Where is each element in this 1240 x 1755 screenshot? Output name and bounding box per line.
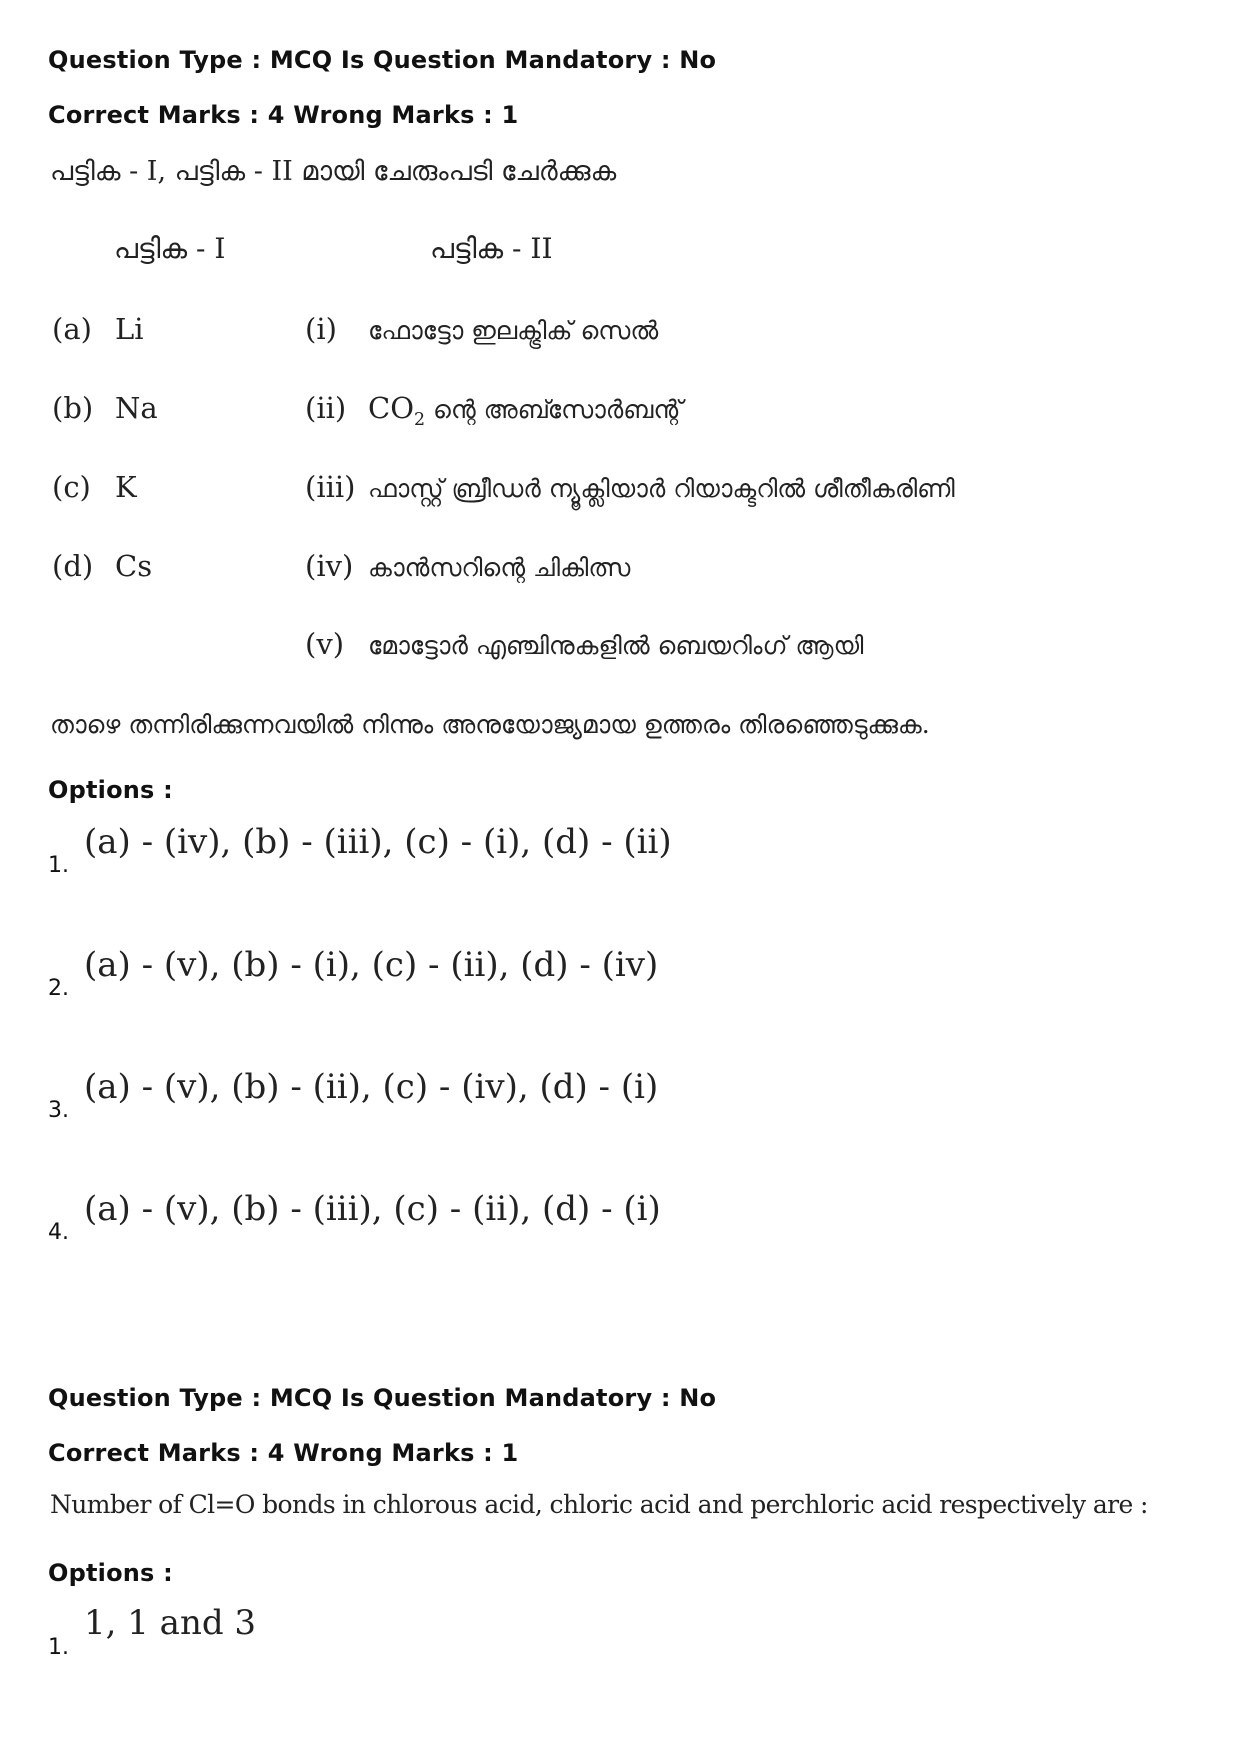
list-1-label: (c): [52, 470, 91, 504]
option-number: 1.: [48, 1635, 69, 1660]
list-2-label: (ii): [305, 391, 347, 425]
list-1-label: (d): [52, 549, 94, 583]
list-2-label: (iv): [305, 549, 354, 583]
instruction-text: താഴെ തന്നിരിക്കുന്നവയിൽ നിന്നും അനുയോജ്യമായ ഉത്തരം തിരഞ്ഞെടുക്കുക.: [50, 710, 930, 739]
option-text: (a) - (iv), (b) - (iii), (c) - (i), (d) - (ii): [84, 822, 672, 862]
list-2-value: ഫോട്ടോ ഇലക്ട്രിക് സെൽ: [368, 316, 659, 345]
list-1-label: (b): [52, 391, 94, 425]
list-2-label: (v): [305, 627, 345, 661]
marks-header: Correct Marks : 4 Wrong Marks : 1: [48, 101, 519, 129]
list-2-label: (i): [305, 312, 337, 346]
co2-subscript: 2: [413, 409, 426, 430]
list-2-value: [368, 391, 683, 430]
list-1-label: (a): [52, 312, 92, 346]
option-number: 3.: [48, 1098, 69, 1123]
option-text: 1, 1 and 3: [84, 1603, 257, 1643]
list-2-value: ഫാസ്റ്റ് ബ്രീഡർ ന്യൂക്ലിയാർ റിയാക്ടറിൽ ശീതീകരിണി: [368, 474, 955, 503]
list-2-value: കാൻസറിന്റെ ചികിത്സ: [368, 553, 631, 582]
list-2-heading: പട്ടിക - II: [430, 232, 553, 265]
list-2-value: മോട്ടോർ എഞ്ചിനുകളിൽ ബെയറിംഗ് ആയി: [368, 631, 864, 660]
option-text: (a) - (v), (b) - (i), (c) - (ii), (d) - (iv): [84, 945, 659, 985]
list-1-value: Li: [115, 312, 144, 346]
question-type-header: Question Type : MCQ Is Question Mandatory : No: [48, 46, 717, 74]
list-2-label: (iii): [305, 470, 356, 504]
list-1-value: Na: [115, 391, 158, 425]
option-number: 2.: [48, 976, 69, 1001]
list-1-value: Cs: [115, 549, 153, 583]
marks-header: Correct Marks : 4 Wrong Marks : 1: [48, 1439, 519, 1467]
list-2-value-text: ന്റെ അബ്സോർബന്റ്: [425, 395, 683, 424]
list-1-heading: പട്ടിക - I: [114, 232, 226, 265]
option-number: 4.: [48, 1220, 69, 1245]
question-type-header: Question Type : MCQ Is Question Mandatory : No: [48, 1384, 717, 1412]
question-prompt: Number of Cl=O bonds in chlorous acid, chloric acid and perchloric acid respectively are :: [50, 1490, 1148, 1519]
option-text: (a) - (v), (b) - (ii), (c) - (iv), (d) - (i): [84, 1067, 659, 1107]
option-number: 1.: [48, 853, 69, 878]
co2-formula: CO: [368, 391, 414, 425]
question-prompt: പട്ടിക - I, പട്ടിക - II മായി ചേരുംപടി ചേർക്കുക: [50, 156, 617, 187]
option-text: (a) - (v), (b) - (iii), (c) - (ii), (d) - (i): [84, 1189, 661, 1229]
list-1-value: K: [115, 470, 137, 504]
options-label: Options :: [48, 1559, 173, 1587]
options-label: Options :: [48, 776, 173, 804]
